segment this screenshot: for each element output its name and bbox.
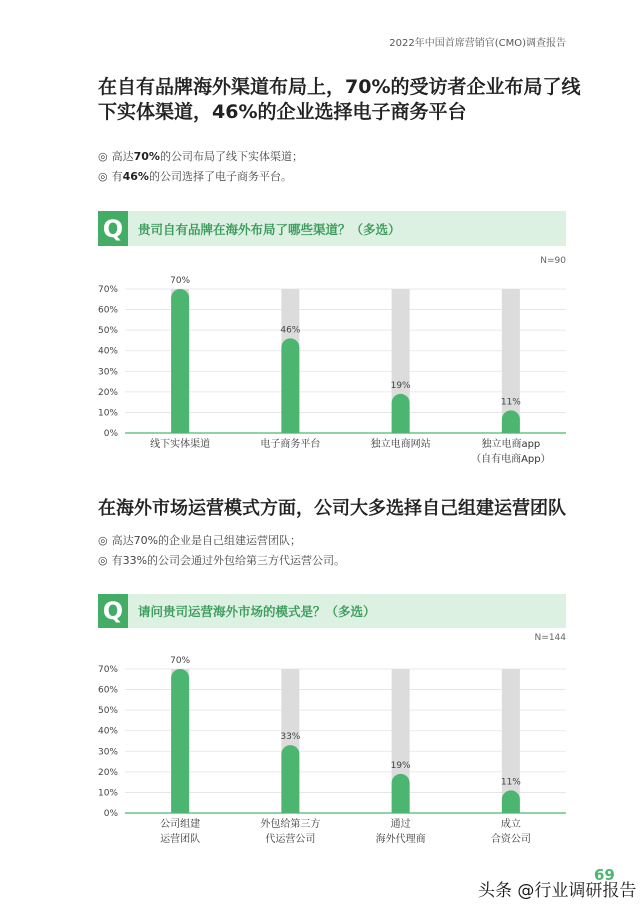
watermark-logo: 头条 @行业调研报告 bbox=[478, 881, 637, 901]
bullet-highlight: 46% bbox=[122, 170, 149, 183]
bar-value-label: 11% bbox=[500, 777, 521, 788]
y-tick-label: 10% bbox=[97, 788, 118, 799]
bullet-text: 有 bbox=[111, 170, 123, 183]
section2-bullet-1 bbox=[98, 534, 301, 548]
bullet-marker: ◎ bbox=[98, 534, 108, 547]
bullet-text: 的公司布局了线下实体渠道； bbox=[159, 150, 303, 163]
bar bbox=[502, 410, 520, 433]
x-category-label: 通过 bbox=[390, 819, 411, 830]
x-category-label: 外包给第三方 bbox=[260, 819, 321, 830]
x-category-label: 运营团队 bbox=[160, 834, 201, 845]
question-badge: Q bbox=[98, 211, 128, 246]
y-tick-label: 70% bbox=[97, 665, 118, 675]
y-tick-label: 30% bbox=[97, 747, 118, 758]
bullet-text: 有33%的公司会通过外包给第三方代运营公司。 bbox=[111, 554, 346, 567]
section2-bullet-2 bbox=[98, 554, 345, 568]
y-tick-label: 0% bbox=[103, 429, 118, 439]
x-category-label: 成立 bbox=[500, 819, 521, 830]
bullet-text: 高达70%的企业是自己组建运营团队； bbox=[111, 534, 302, 547]
section1-title-line-2: 下实体渠道，46%的企业选择电子商务平台 bbox=[98, 101, 467, 123]
y-tick-label: 70% bbox=[97, 285, 118, 295]
x-category-label: 代运营公司 bbox=[265, 834, 316, 845]
bar-value-label: 33% bbox=[280, 732, 301, 743]
y-tick-label: 60% bbox=[97, 305, 118, 316]
y-tick-label: 20% bbox=[97, 767, 118, 778]
y-tick-label: 20% bbox=[97, 387, 118, 398]
bullet-highlight: 70% bbox=[133, 150, 160, 163]
bar-value-label: 70% bbox=[170, 656, 191, 666]
bar-value-label: 19% bbox=[390, 380, 411, 391]
bullet-text: 的公司选择了电子商务平台。 bbox=[148, 170, 292, 183]
section1-bullet-1 bbox=[98, 150, 303, 164]
section2-title: 在海外市场运营模式方面，公司大多选择自己组建运营团队 bbox=[98, 498, 566, 519]
channel-layout-bar-chart bbox=[88, 270, 570, 470]
y-tick-label: 30% bbox=[97, 367, 118, 378]
x-category-label: 独立电商网站 bbox=[370, 439, 431, 450]
y-tick-label: 0% bbox=[103, 809, 118, 819]
bar bbox=[281, 745, 299, 813]
section1-question-box bbox=[98, 211, 566, 246]
bullet-text: 高达 bbox=[111, 150, 134, 163]
bar-value-label: 70% bbox=[170, 276, 191, 286]
y-tick-label: 50% bbox=[97, 326, 118, 337]
y-tick-label: 50% bbox=[97, 706, 118, 717]
question-text: 请问贵司运营海外市场的模式是？（多选） bbox=[128, 594, 566, 628]
bar-value-label: 46% bbox=[280, 325, 301, 336]
bar-value-label: 19% bbox=[390, 760, 411, 771]
bullet-marker: ◎ bbox=[98, 150, 108, 163]
bullet-marker: ◎ bbox=[98, 554, 108, 567]
operation-mode-bar-chart bbox=[88, 650, 570, 850]
section1-bullet-2 bbox=[98, 170, 292, 184]
y-tick-label: 40% bbox=[97, 726, 118, 737]
question-text: 贵司自有品牌在海外布局了哪些渠道？（多选） bbox=[128, 211, 566, 246]
page-number: 69 bbox=[594, 866, 615, 884]
x-category-label: （自有电商App） bbox=[471, 454, 551, 465]
x-category-label: 海外代理商 bbox=[375, 834, 426, 845]
section2-question-box bbox=[98, 594, 566, 628]
x-category-label: 独立电商app bbox=[481, 439, 541, 450]
question-badge: Q bbox=[98, 594, 128, 628]
y-tick-label: 60% bbox=[97, 685, 118, 696]
x-category-label: 电子商务平台 bbox=[260, 439, 321, 450]
report-header-title: 2022年中国首席营销官(CMO)调查报告 bbox=[389, 38, 566, 49]
bar bbox=[392, 774, 410, 813]
bar bbox=[392, 394, 410, 433]
bar bbox=[171, 669, 189, 813]
x-category-label: 线下实体渠道 bbox=[150, 439, 211, 450]
x-category-label: 合资公司 bbox=[490, 834, 531, 845]
section2-sample-size: N=144 bbox=[534, 633, 566, 643]
bar-value-label: 11% bbox=[500, 397, 521, 408]
bar bbox=[171, 289, 189, 433]
section1-title bbox=[98, 75, 580, 125]
section1-sample-size: N=90 bbox=[540, 256, 566, 266]
y-tick-label: 10% bbox=[97, 408, 118, 419]
section1-title-line-1: 在自有品牌海外渠道布局上，70%的受访者企业布局了线 bbox=[98, 76, 581, 98]
bar bbox=[281, 338, 299, 433]
bar bbox=[502, 790, 520, 813]
bullet-marker: ◎ bbox=[98, 170, 108, 183]
x-category-label: 公司组建 bbox=[160, 819, 201, 830]
y-tick-label: 40% bbox=[97, 346, 118, 357]
